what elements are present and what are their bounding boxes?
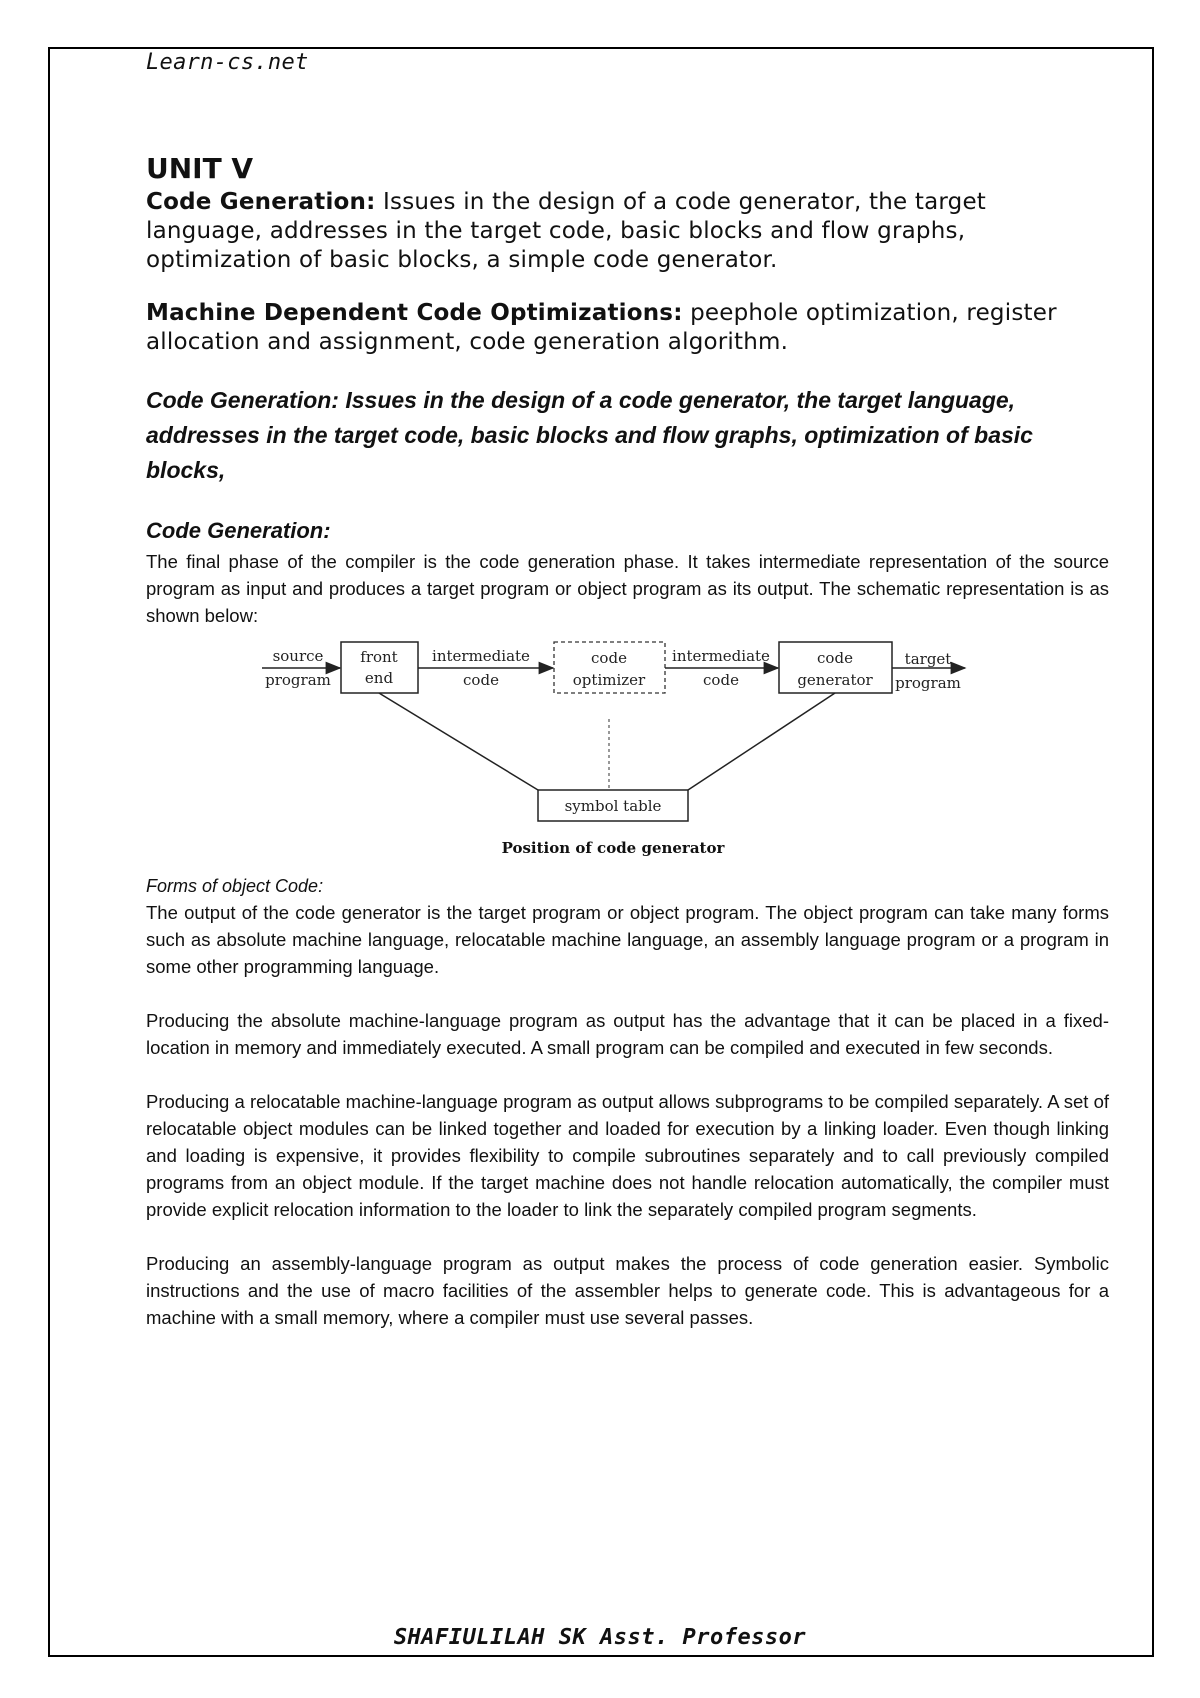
footer-author: SHAFIULILAH SK Asst. Professor [393,1625,807,1650]
syllabus-machine-dependent [146,299,1109,357]
intermediate-label: code [463,671,499,689]
code-optimizer-label: code [591,649,627,667]
code-generator-label: generator [797,671,873,689]
forms-paragraph: The output of the code generator is the target program or object program. The object program can take many forms such as absolute machine language, relocatable machine language, an assembly language program or a program in some other programming language. [146,902,1109,977]
site-header: Learn-cs.net [146,50,309,75]
syllabus-code-generation [146,188,1109,275]
diagram-caption: Position of code generator [501,839,725,857]
unit-title: UNIT V [146,152,254,185]
forms-paragraph: Producing a relocatable machine-language program as output allows subprograms to be compiled separately. A set of relocatable object modules can be linked together and loaded for execution by a linking loader. Even though linking and loading is expensive, it provides flexibility to compile subroutines separately and to call previously compiled programs from an object module. If the target machine does not handle relocation automatically, the compiler must provide explicit relocation information to the loader to link the separately compiled program segments. [146,1091,1109,1220]
diagram-svg [146,633,1109,871]
target-label: program [895,674,961,692]
front-end-label: front [360,648,398,666]
syllabus-label: Code Generation: [146,189,376,215]
syllabus-text: peephole optimization, register allocation and assignment, code generation algorithm. [146,300,1057,355]
forms-paragraph: Producing the absolute machine-language program as output has the advantage that it can be placed in a fixed-location in memory and immediately executed. A small program can be compiled and executed in few seconds. [146,1010,1109,1058]
intermediate-label: code [703,671,739,689]
intermediate-label: intermediate [672,647,770,665]
target-label: target [904,650,952,668]
code-generation-intro: The final phase of the compiler is the code generation phase. It takes intermediate representation of the source program as input and produces a target program or object program as its output. The schematic representation is as shown below: [146,551,1109,626]
code-optimizer-label: optimizer [572,671,646,689]
code-generator-label: code [817,649,853,667]
source-label: program [265,671,331,689]
front-end-label: end [364,669,394,687]
syllabus-text: Issues in the design of a code generator, the target language, addresses in the target code, basic blocks and flow graphs, optimization of basic blocks, a simple code generator. [146,189,987,273]
source-label: source [272,647,324,665]
code-generator-diagram [146,633,1109,871]
code-generation-heading: Code Generation: [146,518,331,543]
page-content [146,152,1109,1331]
section-heading: Code Generation: Issues in the design of a code generator, the target language, addresses in the target code, basic blocks and flow graphs, optimization of basic blocks, [146,387,1033,483]
paragraph-gap [146,1061,1109,1088]
intermediate-label: intermediate [432,647,530,665]
symbol-table-link [379,693,538,790]
syllabus-label: Machine Dependent Code Optimizations: [146,300,683,326]
symbol-table-label: symbol table [564,797,662,815]
forms-of-object-code-label: Forms of object Code: [146,876,324,896]
paragraph-gap [146,980,1109,1007]
symbol-table-link [688,693,835,790]
forms-paragraph: Producing an assembly-language program as output makes the process of code generation easier. Symbolic instructions and the use of macro facilities of the assembler helps to generate code. This is advantageous for a machine with a small memory, where a compiler must use several passes. [146,1253,1109,1328]
paragraph-gap [146,1223,1109,1250]
